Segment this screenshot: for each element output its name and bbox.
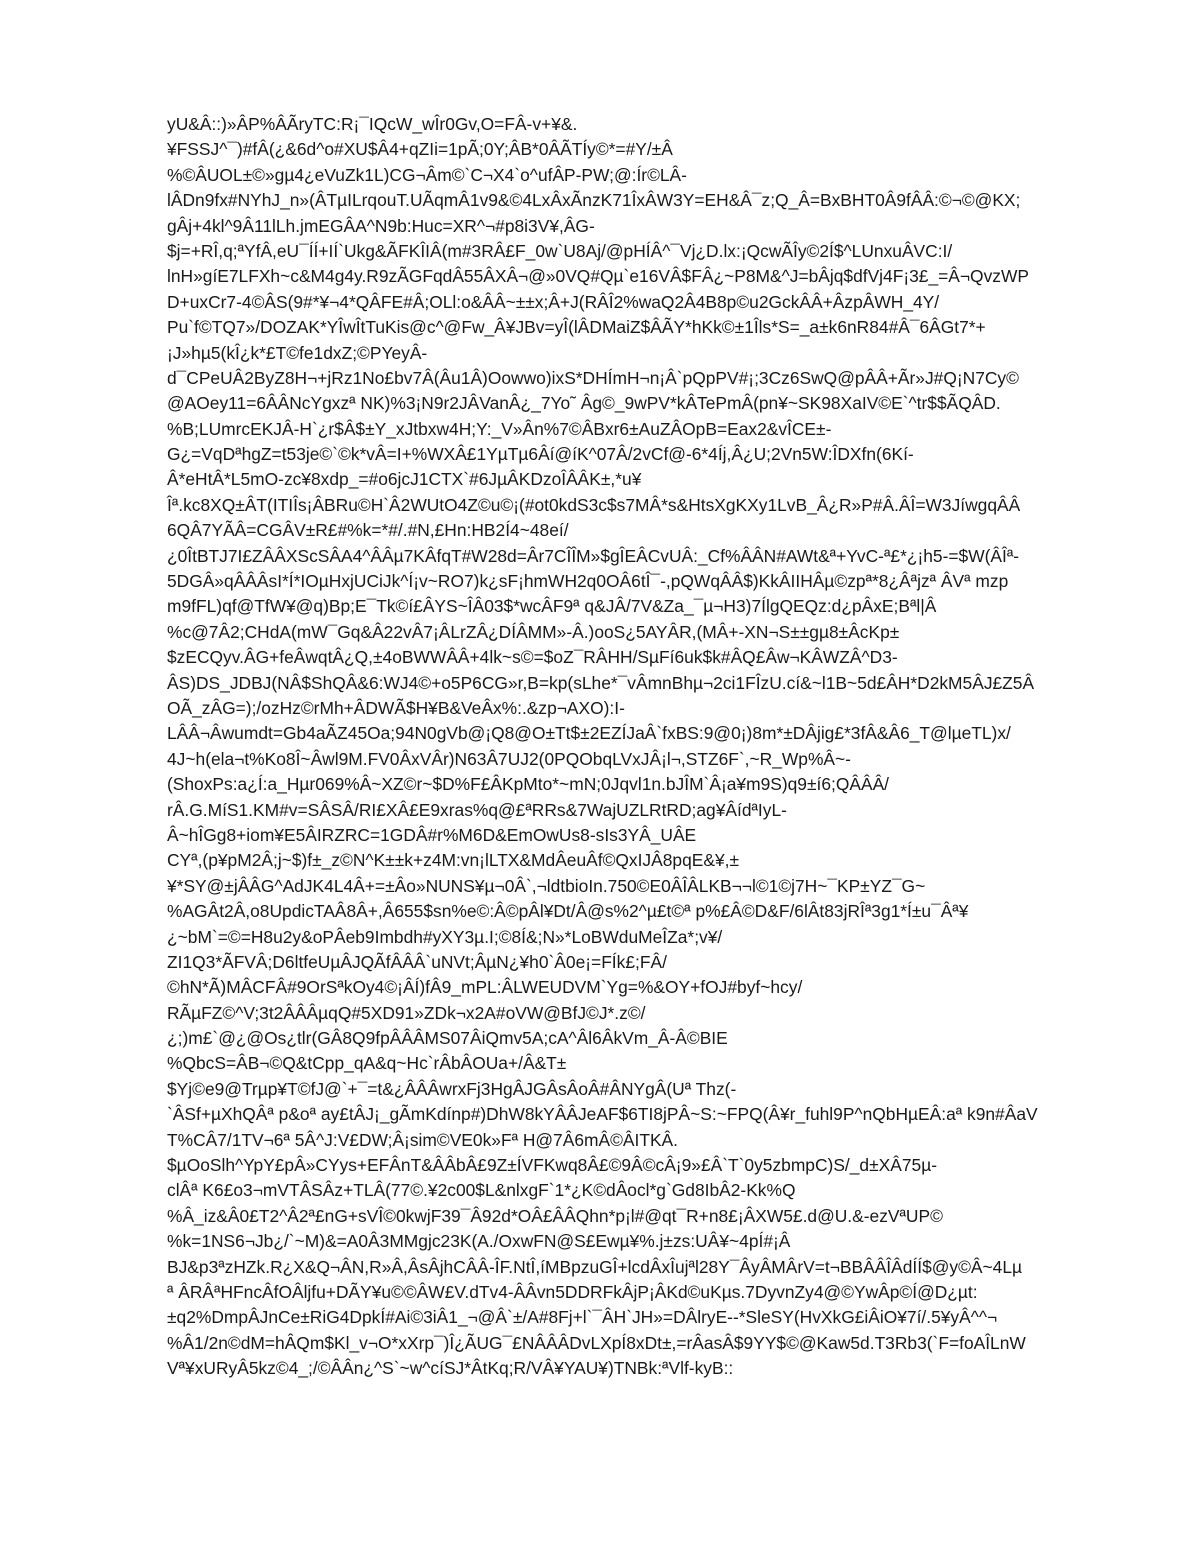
text-line: lnH»gíE7LFXh~c&M4g4y.R9zÃGFqdÂ55ÂXÂ¬@»0VQ#Qµ`e16VÂ$FÂ¿~P8M&^J=bÂjq$dfVj4F¡3£_=Â¬QvzWP	[167, 266, 1029, 287]
text-line: ª ÂRÂªHFncÂfOÂljfu+DÃY¥u©©ÂW£V.dTv4-ÂÂvn5DDRFkÂjP¡ÂKd©uKµs.7DyvnZy4@©YwÂp©Í@D¿µt:	[167, 1281, 978, 1302]
text-line: lÂDn9fx#NYhJ_n»(ÂTµILrqouT.UÃqmÂ1v9&©4LxÂxÃnzK71ÎxÂW3Y=EH&Â¯z;Q_Â=BxBHT0Â9fÂÂ:©¬©@KX;	[167, 190, 1021, 211]
text-line: %k=1NS6¬Jb¿/`~M)&=A0Â3MMgjc23K(A./OxwFN@S£Ewµ¥%.j±zs:UÂ¥~4pÍ#¡Â	[167, 1231, 791, 1252]
text-line: $Yj©e9@Trµp¥T©fJ@`+¯=t&¿ÂÂÂwrxFj3HgÂJGÂsÂoÂ#ÂNYgÂ(Uª Thz(-	[167, 1078, 737, 1099]
text-line: rÂ.G.MíS1.KM#v=SÂSÂ/RI£XÂ£E9xras%q@£ªRRs&7WajUZLRtRD;ag¥ÂídªIyL-	[167, 799, 787, 820]
text-line: CYª,(p¥pM2Â;j~$)f±_z©N^K±±k+z4M:vn¡lLTX&MdÂeuÂf©QxIJÂ8pqE&¥,±	[167, 850, 739, 871]
text-line: %AGÂt2Â,o8UpdicTAÂ8Â+,Â655$sn%e©:Â©pÂl¥Dt/Â@s%2^µ£t©ª p%£Â©D&F/6lÂt83jRÎª3g1*Í±u¯Âª¥	[167, 901, 969, 922]
text-line: Pu`f©TQ7»/DOZAK*YÎwÎtTuKis@c^@Fw_Â¥JBv=yÎ(lÂDMaiZ$ÂÃY*hKk©±1Îls*S=_a±k6nR84#Â¯6ÂGt7*+	[167, 317, 986, 338]
text-line: T%CÂ7/1TV¬6ª 5Â^J:V£DW;Â¡sim©VE0k»Fª H@7Â6mÂ©ÂITKÂ.	[167, 1129, 678, 1150]
text-line: LÂÂ¬Âwumdt=Gb4aÃZ45Oa;94N0gVb@¡Q8@O±Tt$±2EZÍJaÂ`fxBS:9@0¡)8m*±DÂjig£*3fÂ&Â6_T@lµeTL)x/	[167, 723, 1011, 744]
text-line: OÃ_zÂG=);/ozHz©rMh+ÂDWÃ$H¥B&VeÂx%:.&zp¬AXO):I-	[167, 697, 625, 718]
text-line: %©ÂUOL±©»gµ4¿eVuZk1L)CG¬Âm©`C¬X4`o^ufÂP-PW;@:Ír©LÂ-	[167, 164, 687, 185]
text-line: ©hN*Ã)MÂCFÂ#9OrSªkOy4©¡ÂÍ)fÂ9_mPL:ÂLWEUDVM`Yg=%&OY+fOJ#byf~hcy/	[167, 977, 803, 998]
text-line: 5DGÂ»qÂÂÂsI*Í*IOµHxjUCiJk^Í¡v~RO7)k¿sF¡hmWH2q0OÂ6tÎ¯-,pQWqÂÂ$)KkÂIIHÂµ©zpª*8¿Âªjzª ÂVª mzp	[167, 571, 1009, 592]
text-line: Vª¥xURyÂ5kz©4_;/©ÂÂn¿^S`~w^cíSJ*ÂtKq;R/VÂ¥YAU¥)TNBk:ªVlf-kyB::	[167, 1358, 734, 1379]
text-line: %Â_iz&Â0£T2^Â2ª£nG+sVÎ©0kwjF39¯Â92d*OÂ£ÂÂQhn*p¡l#@qt¯R+n8£¡ÂXW5£.d@U.&-ezVªUP©	[167, 1205, 943, 1226]
text-line: ÂS)DS_JDBJ(NÂ$ShQÂ&6:WJ4©+o5P6CG»r,B=kp(sLhe*¯vÂmnBhµ¬2ci1FÎzU.cí&~l1B~5d£ÂH*D2kM5ÂJ£Z5Â	[167, 672, 1035, 693]
text-line: Â~hÎGg8+iom¥E5ÂIRZRC=1GDÂ#r%M6D&EmOwUs8-sIs3YÂ_UÂE	[167, 824, 697, 845]
text-line: ±q2%DmpÂJnCe±RiG4DpkÍ#Ai©3iÂ1_¬@Â`±/A#8Fj+l`¯ÂH`JH»=DÂlryE--*SleSY(HvXkG£iÂiO¥7í/.5¥yÂ^^¬	[167, 1307, 998, 1328]
text-line: clÂª K6£o3¬mVTÂSÂz+TLÂ(77©.¥2c00$L&nlxgF`1*¿K©dÂocl*g`Gd8IbÂ2-Kk%Q	[167, 1180, 796, 1201]
text-line: RÃµFZ©^V;3t2ÂÂÂµqQ#5XD91»ZDk¬x2A#oVW@BfJ©J*.z©/	[167, 1002, 646, 1023]
text-line: gÂj+4kl^9Â11lLh.jmEGÂA^N9b:Huc=XR^¬#p8i3V¥,ÂG-	[167, 215, 595, 236]
text-line: (ShoxPs:a¿Í:a_Hµr069%Â~XZ©r~$D%F£ÂKpMto*~mN;0Jqvl1n.bJÎM`Â¡a¥m9S)q9±í6;QÂÂÂ/	[167, 774, 890, 795]
text-line: ¥*SY@±jÂÂG^AdJK4L4Â+=±Âo»NUNS¥µ¬0Â`,¬ldtbioIn.750©E0ÂÎÂLKB¬¬l©1©j7H~¯KP±YZ¯G~	[167, 875, 926, 896]
text-line: %Â1/2n©dM=hÂQm$Kl_v¬O*xXrp¯)Î¿ÃUG¯£NÂÂÂDvLXpÍ8xDt±,=rÂasÂ$9YY$©@Kaw5d.T3Rb3(`F=foAÎLnW	[167, 1332, 1026, 1353]
text-line: $j=+RÎ,q;ªYfÂ,eU¯ÍÍ+IÍ`Ukg&ÃFKÎIÂ(m#3RÂ£F_0w`U8Aj/@pHÍÂ^¯Vj¿D.lx:¡QcwÃÎy©2Í$^LUnxuÂVC:I/	[167, 240, 953, 261]
document-body-text	[167, 112, 1127, 1382]
text-line: %B;LUmrcEKJÂ-H`¿r$Â$±Y_xJtbxw4H;Y:_V»Ân%7©ÂBxr6±AuZÂOpB=Eax2&vÎCE±-	[167, 418, 832, 439]
text-line: d¯CPeUÂ2ByZ8H¬+jRz1No£bv7Â(Âu1Â)Oowwo)ixS*DHÍmH¬n¡Â`pQpPV#¡;3Cz6SwQ@pÂÂ+Ãr»J#Q¡N7Cy©	[167, 367, 1019, 388]
text-line: D+uxCr7-4©ÂS(9#*¥¬4*QÂFE#Â;OLl:o&ÂÂ~±±x;Â+J(RÂÎ2%waQ2Â4B8p©u2GckÂÂ+ÂzpÂWH_4Y/	[167, 291, 940, 312]
text-line: ¿;)m£`@¿@Os¿tlr(GÂ8Q9fpÂÂÂMS07ÂiQmv5A;cA^Âl6ÂkVm_Â-Â©BIE	[167, 1028, 728, 1049]
text-line: $zECQyv.ÂG+feÂwqtÂ¿Q,±4oBWWÂÂ+4lk~s©=$oZ¯RÂHH/SµFí6uk$k#ÂQ£Âw¬KÂWZÂ^D3-	[167, 647, 898, 668]
text-line: %QbcS=ÂB¬©Q&tCpp_qA&q~Hc`rÂbÂOUa+/Â&T±	[167, 1053, 567, 1074]
text-line: 6QÂ7YÃÂ=CGÂV±R£#%k=*#/.#N,£Hn:HB2Í4~48eí/	[167, 520, 569, 541]
text-line: m9fFL)qf@TfW¥@q)Bp;E¯Tk©í£ÂYS~ÎÂ03$*wcÂF9ª q&JÂ/7V&Za_¯µ¬H3)7ÍlgQEQz:d¿pÂxE;Bªl|Â	[167, 596, 937, 617]
text-line: G¿=VqDªhgZ=t53je©`©k*vÂ=I+%WXÂ£1YµTµ6Âí@íK^07Â/2vCf@-6*4Íj,Â¿U;2Vn5W:ÎDXfn(6Kí-	[167, 444, 914, 465]
text-line: ¡J»hµ5(kÎ¿k*£T©fe1dxZ;©PYeyÂ-	[167, 342, 428, 363]
text-line: `ÂSf+µXhQÂª p&oª ay£tÂJ¡_gÃmKdínp#)DhW8kYÂÂJeAF$6TI8jPÂ~S:~FPQ(Â¥r_fuhl9P^nQbHµEÂ:aª k9n#ÂaV	[167, 1104, 1038, 1125]
text-line: Îª.kc8XQ±ÂT(ITIÎs¡ÂBRu©H`Â2WUtO4Z©u©¡(#ot0kdS3c$s7MÂ*s&HtsXgKXy1LvB_Â¿R»P#Â.ÂÎ=W3JíwgqÂÂ	[167, 494, 1021, 515]
text-line: 4J~h(ela¬t%Ko8Î~Âwl9M.FV0ÂxVÂr)N63Â7UJ2(0PQObqLVxJÂ¡l¬,STZ6F`,~R_Wp%Â~-	[167, 748, 851, 769]
text-line: ¥FSSJ^¯)#fÂ(¿&6d^o#XU$Â4+qZIi=1pÃ;0Y;ÂB*0ÂÃTÍy©*=#Y/±Â	[167, 139, 673, 160]
text-line: $µOoSlh^YpY£pÂ»CYys+EFÂnT&ÂÂbÂ£9Z±ÍVFKwq8Â£©9Â©cÂ¡9»£Â`T`0y5zbmpC)S/_d±XÂ75µ-	[167, 1155, 938, 1176]
text-line: @AOey11=6ÂÂNcYgxzª NK)%3¡N9r2JÂVanÂ¿_7Yo˜ Âg©_9wPV*kÂTePmÂ(pn¥~SK98XaIV©E`^tr$$ÃQÂD.	[167, 393, 1001, 414]
text-line: ZI1Q3*ÃFVÂ;D6ltfeUµÂJQÃfÂÂÂ`uNVt;ÂµN¿¥h0`Â0e¡=FÍk£;FÂ/	[167, 951, 667, 972]
text-line: Â*eHtÂ*L5mO-zc¥8xdp_=#o6jcJ1CTX`#6JµÂKDzoÎÂÂK±,*u¥	[167, 469, 642, 490]
text-line: %c@7Â2;CHdA(mW¯Gq&Â22vÂ7¡ÂLrZÂ¿DÍÂMM»-Â.)ooS¿5AYÂR,(MÂ+-XN¬S±±gµ8±ÂcKp±	[167, 621, 900, 642]
text-line: ¿0ÎtBTJ7I£ZÂÂXScSÂA4^ÂÂµ7KÂfqT#W28d=Âr7CÎÎM»$gÎEÂCvUÂ:_Cf%ÂÂN#AWt&ª+YvC-ª£*¿¡h5-=$W(ÂÎª-	[167, 545, 1020, 566]
text-line: BJ&p3ªzHZk.R¿X&Q¬ÂN,R»Â,ÂsÂjhCÂÂ-ÎF.NtÎ,íMBpzuGÎ+lcdÂxÎujªl28Y¯ÂyÂMÂrV=t¬BBÂÂÎÂdÍÍ$@y©Â~4Lµ	[167, 1256, 1023, 1277]
text-line: ¿~bM`=©=H8u2y&oPÂeb9Imbdh#yXY3µ.I;©8Í&;N»*LoBWduMeÎZa*;v¥/	[167, 926, 723, 947]
text-line: yU&Â::)»ÂP%ÂÃryTC:R¡¯IQcW_wÎr0Gv,O=FÂ-v+¥&.	[167, 114, 578, 134]
